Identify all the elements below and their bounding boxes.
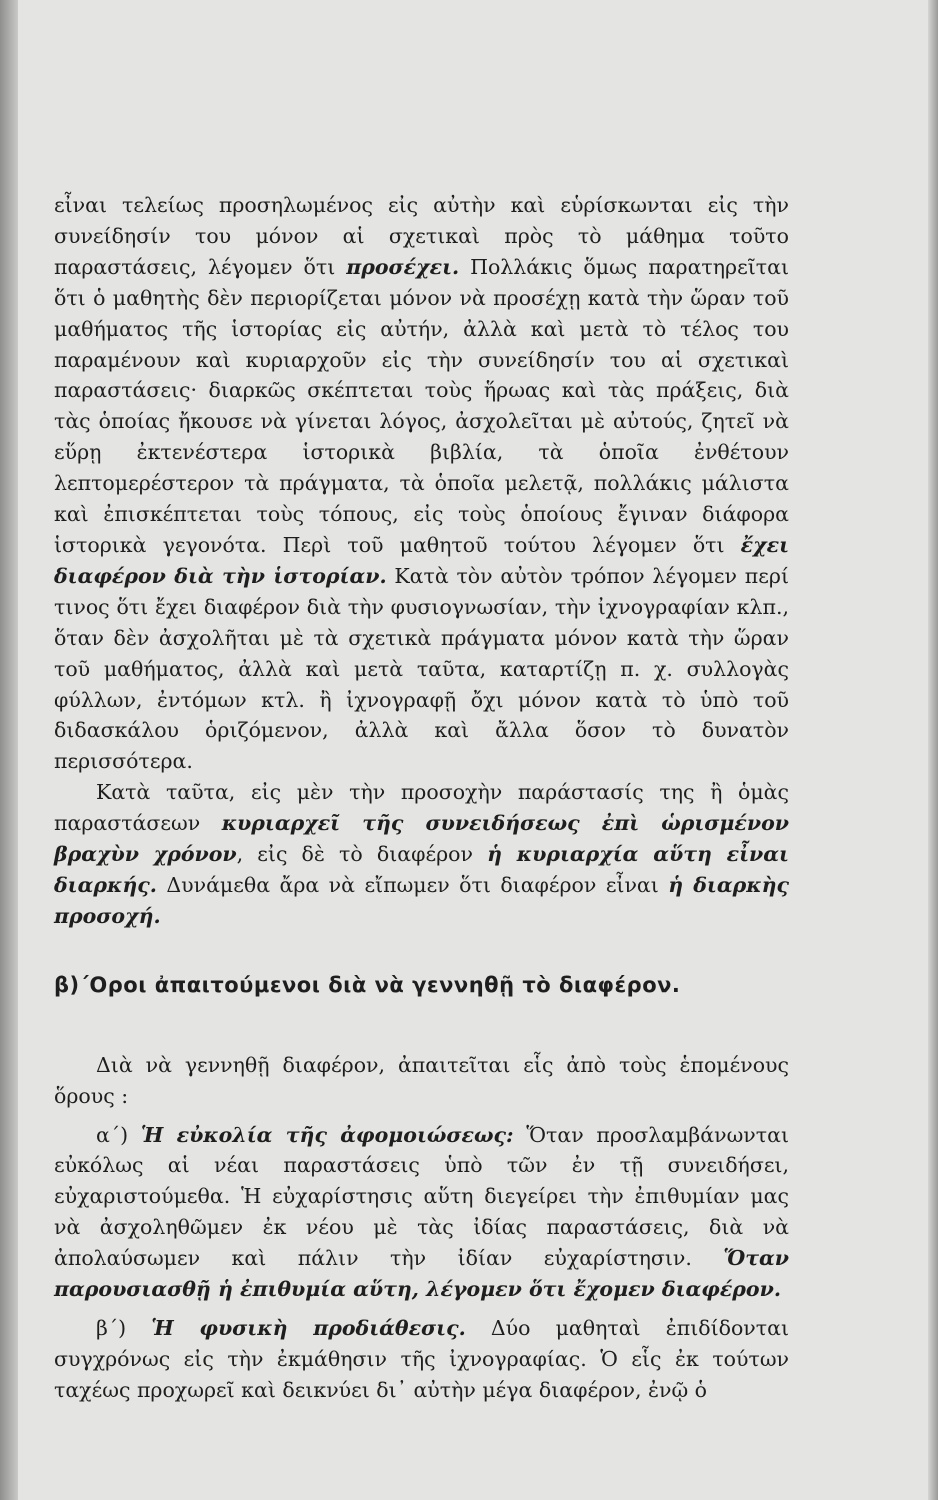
book-page — [18, 0, 928, 1500]
item-label: α΄) — [96, 1122, 141, 1147]
emphasis-dominates: κυριαρχεῖ τῆς συνειδήσεως ἐπὶ ὡρισμένον βραχὺν χρόνον — [54, 811, 790, 867]
text-run: Πολλάκις ὅμως παρατηρεῖται ὅτι ὁ μαθητὴς δὲν περιορίζεται μόνον νὰ προσέχῃ κατὰ τὴν ὥραν τοῦ μαθήματος τῆς ἱστορίας εἰς αὐτήν, ἀλλὰ καὶ μετὰ τὸ τέλος του παραμένουν καὶ κυριαρχοῦν εἰς τὴν συνείδησίν του αἱ σχετικαὶ παραστάσεις· διαρκῶς σκέπτεται τοὺς ἥρωας καὶ τὰς πράξεις, διὰ τὰς ὁποίας ἤκουσε νὰ γίνεται λόγος, ἀσχολεῖται μὲ αὐτούς, ζητεῖ νὰ εὕρῃ ἐκτενέστερα ἱστορικὰ βιβλία, τὰ ὁποῖα ἐνθέτουν λεπτομερέστερον τὰ πράγματα, τὰ ὁποῖα μελετᾷ, πολλάκις μάλιστα καὶ ἐπισκέπτεται τοὺς τόπους, εἰς τοὺς ὁποίους ἔγιναν διάφορα ἱστορικὰ γεγονότα. Περὶ τοῦ μαθητοῦ τούτου λέγομεν ὅτι — [54, 254, 789, 557]
text-run: , εἰς δὲ τὸ διαφέρον — [236, 842, 488, 867]
text-run: εἶναι τελείως προσηλωμένος εἰς αὐτὴν καὶ εὑρίσκωνται εἰς τὴν συνείδησίν του μόνον αἱ σχετικαὶ πρὸς τὸ μάθημα τοῦτο παραστάσεις, λέγομεν ὅτι — [54, 193, 789, 279]
paragraph-conclusion — [54, 777, 789, 932]
emphasis-lasting-attention: ἡ διαρκὴς προσοχή. — [54, 872, 790, 928]
emphasis-has-interest: ἔχει διαφέρον διὰ τὴν ἱστορίαν. — [54, 532, 789, 588]
text-run: Ὅταν προσλαμβάνωνται εὐκόλως αἱ νέαι παραστάσεις ὑπὸ τῶν ἐν τῇ συνειδήσει, εὐχαριστούμεθα. Ἡ εὐχαρίστησις αὕτη διεγείρει τὴν ἐπιθυμίαν μας νὰ ἀσχοληθῶμεν ἐκ νέου μὲ τὰς ἰδίας παραστάσεις, διὰ νὰ ἀπολαύσωμεν καὶ πάλιν τὴν ἰδίαν εὐχαρίστησιν. — [54, 1122, 789, 1271]
item-label: β΄) — [96, 1316, 152, 1340]
emphasis-ease-assimilation: Ἡ εὐκολία τῆς ἀφομοιώσεως: — [140, 1122, 514, 1147]
scan-edge-left — [0, 0, 18, 1500]
text-run: Κατὰ τὸν αὐτὸν τρόπον λέγομεν περί τινος ὅτι ἔχει διαφέρον διὰ τὴν φυσιογνωσίαν, τὴν ἰχνογραφίαν κλπ., ὅταν δὲν ἀσχολῆται μὲ τὰ σχετικὰ πράγματα μόνον κατὰ τὴν ὥραν τοῦ μαθήματος, ἀλλὰ καὶ μετὰ ταῦτα, καταρτίζῃ π. χ. συλλογὰς φύλλων, ἐντόμων κτλ. ἢ ἰχνογραφῇ ὄχι μόνον κατὰ τὸ ὑπὸ τοῦ διδασκάλου ὁριζόμενον, ἀλλὰ καὶ ἄλλα ὅσον τὸ δυνατὸν περισσότερα. — [54, 563, 789, 774]
text-run: Δυνάμεθα ἄρα νὰ εἴπωμεν ὅτι διαφέρον εἶναι — [156, 872, 669, 897]
paragraph-conditions-intro: Διὰ νὰ γεννηθῇ διαφέρον, ἀπαιτεῖται εἷς ἀπὸ τοὺς ἑπομένους ὅρους : — [54, 1052, 789, 1108]
paragraph-condition-b — [54, 1313, 789, 1406]
section-heading: β)΄Οροι ἀπαιτούμενοι διὰ νὰ γεννηθῇ τὸ διαφέρον. — [54, 972, 681, 997]
paragraph-condition-a — [54, 1120, 789, 1305]
text-run: Δύο μαθηταὶ ἐπιδίδονται συγχρόνως εἰς τὴν ἐκμάθησιν τῆς ἰχνογραφίας. Ὁ εἷς ἐκ τούτων ταχέως προχωρεῖ καὶ δεικνύει δι᾽ αὐτὴν μέγα διαφέρον, ἐνῷ ὁ — [54, 1316, 789, 1402]
emphasis-permanent: ἡ κυριαρχία αὕτη εἶναι διαρκής. — [54, 842, 789, 897]
page-content — [54, 190, 789, 1406]
scan-edge-right — [928, 0, 938, 1500]
emphasis-we-have-interest: Ὅταν παρουσιασθῇ ἡ ἐπιθυμία αὕτη, λέγομεν ὅτι ἔχομεν διαφέρον. — [54, 1246, 789, 1302]
emphasis-natural-predisposition: Ἡ φυσικὴ προδιάθεσις. — [151, 1316, 466, 1340]
emphasis-attends: προσέχει. — [346, 254, 460, 279]
text-run: Κατὰ ταῦτα, εἰς μὲν τὴν προσοχὴν παράστασίς της ἢ ὁμὰς παραστάσεων — [54, 780, 789, 836]
paragraph-interest-definition — [54, 190, 789, 777]
